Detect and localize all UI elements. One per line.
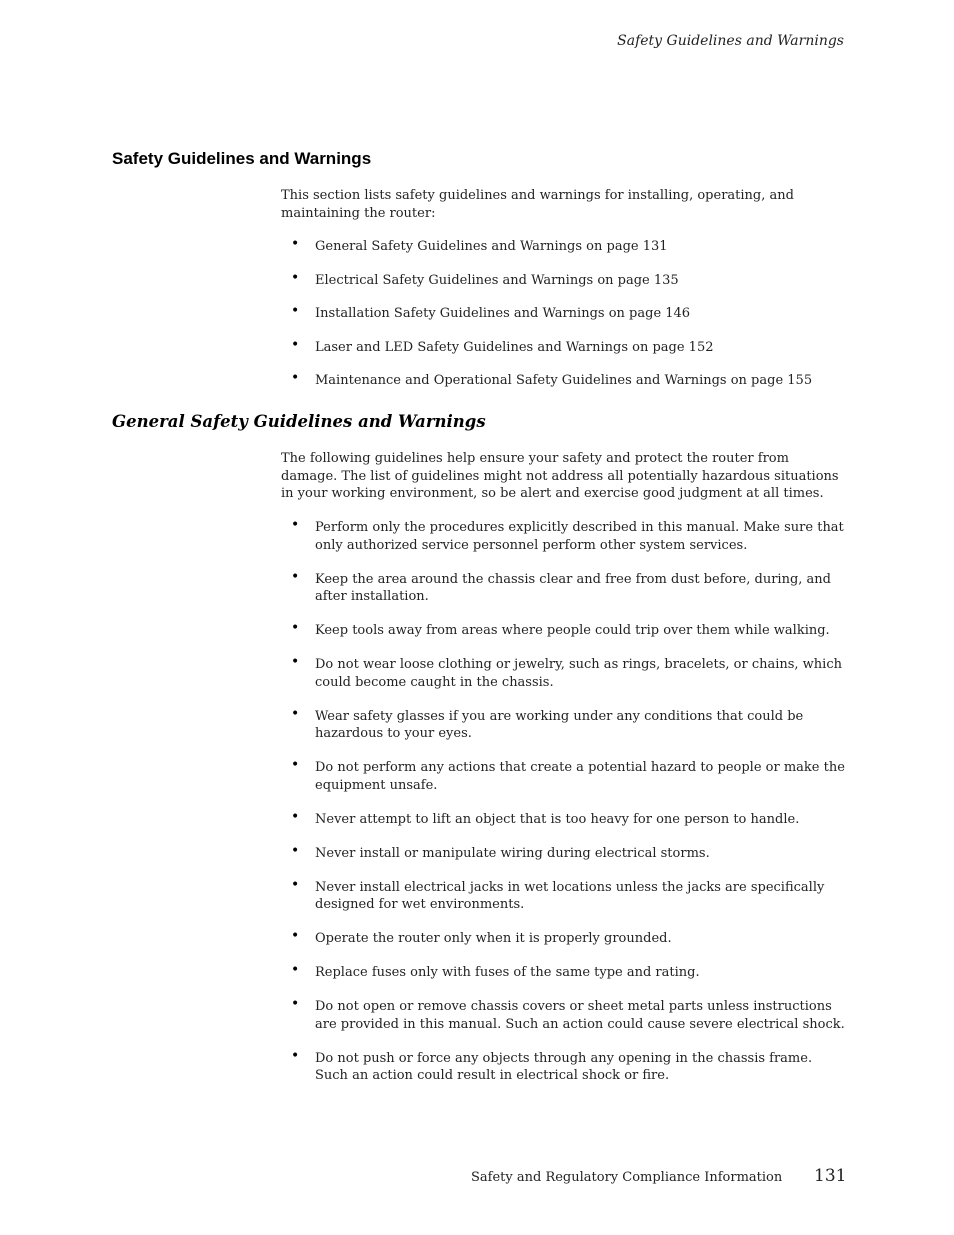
footer-title: Safety and Regulatory Compliance Information xyxy=(471,1170,783,1185)
bullet-icon: • xyxy=(291,996,300,1012)
list-item xyxy=(281,336,847,357)
bullet-icon: • xyxy=(291,962,300,978)
list-item-text: Never attempt to lift an object that is too heavy for one person to handle. xyxy=(315,811,800,827)
list-item-text: Perform only the procedures explicitly described in this manual. Make sure that only authorized service personnel perform other system services. xyxy=(315,520,844,553)
list-item xyxy=(281,622,847,640)
list-item xyxy=(281,876,847,914)
general-heading: General Safety Guidelines and Warnings xyxy=(112,412,486,431)
bullet-icon: • xyxy=(291,303,300,319)
list-item xyxy=(281,930,847,948)
list-item-text: Operate the router only when it is properly grounded. xyxy=(315,931,672,946)
bullet-icon: • xyxy=(291,1047,300,1064)
list-item xyxy=(281,1047,847,1085)
bullet-icon: • xyxy=(291,517,300,533)
bullet-icon: • xyxy=(291,842,300,859)
list-item-text: Keep tools away from areas where people could trip over them while walking. xyxy=(315,623,830,638)
bullet-icon: • xyxy=(291,336,300,353)
bullet-icon: • xyxy=(291,370,300,386)
list-item xyxy=(281,656,847,691)
list-item-text: Electrical Safety Guidelines and Warnings on page 135 xyxy=(315,272,679,288)
bullet-icon: • xyxy=(291,808,300,825)
list-item xyxy=(281,964,847,982)
bullet-icon: • xyxy=(291,620,300,636)
bullet-icon: • xyxy=(291,705,300,722)
list-item xyxy=(281,842,847,863)
list-item-text: Installation Safety Guidelines and Warnings on page 146 xyxy=(315,306,691,321)
list-item xyxy=(281,759,847,794)
list-item xyxy=(281,269,847,290)
list-item-text: Do not wear loose clothing or jewelry, such as rings, bracelets, or chains, which could become caught in the chassis. xyxy=(315,657,842,690)
intro-paragraph: This section lists safety guidelines and warnings for installing, operating, and maintaining the router: xyxy=(281,188,794,221)
list-item xyxy=(281,238,847,256)
list-item-text: Do not perform any actions that create a potential hazard to people or make the equipment unsafe. xyxy=(315,760,845,793)
bullet-icon: • xyxy=(291,928,300,944)
list-item-text: Do not push or force any objects through any opening in the chassis frame. Such an action could result in electrical shock or fire. xyxy=(315,1050,813,1083)
list-item-text: Keep the area around the chassis clear and free from dust before, during, and after installation. xyxy=(315,571,831,604)
list-item-text: Never install electrical jacks in wet locations unless the jacks are specifically designed for wet environments. xyxy=(315,879,825,912)
page-number: 131 xyxy=(814,1166,847,1186)
list-item xyxy=(281,998,847,1033)
list-item-text: Maintenance and Operational Safety Guidelines and Warnings on page 155 xyxy=(315,373,813,388)
bullet-icon: • xyxy=(291,876,300,893)
list-item-text: Replace fuses only with fuses of the same type and rating. xyxy=(315,965,700,980)
general-guidelines-list xyxy=(281,519,847,1101)
bullet-icon: • xyxy=(291,269,300,286)
list-item xyxy=(281,519,847,554)
list-item xyxy=(281,808,847,829)
general-paragraph: The following guidelines help ensure your safety and protect the router from damage. The list of guidelines might not address all potentially hazardous situations in your working environment, so be alert and exercise good judgment at all times. xyxy=(281,451,839,501)
list-item-text: Laser and LED Safety Guidelines and Warnings on page 152 xyxy=(315,339,714,355)
list-item-text: General Safety Guidelines and Warnings on page 131 xyxy=(315,239,668,254)
list-item-text: Wear safety glasses if you are working under any conditions that could be hazardous to your eyes. xyxy=(315,708,804,741)
list-item xyxy=(281,305,847,323)
list-item xyxy=(281,568,847,606)
list-item-text: Never install or manipulate wiring during electrical storms. xyxy=(315,845,710,861)
section-list xyxy=(281,238,847,406)
list-item xyxy=(281,705,847,743)
running-header: Safety Guidelines and Warnings xyxy=(617,33,844,49)
list-item-text: Do not open or remove chassis covers or sheet metal parts unless instructions are provided in this manual. Such an action could cause severe electrical shock. xyxy=(315,999,845,1032)
bullet-icon: • xyxy=(291,236,300,252)
bullet-icon: • xyxy=(291,568,300,585)
bullet-icon: • xyxy=(291,757,300,773)
section-heading: Safety Guidelines and Warnings xyxy=(112,149,372,168)
bullet-icon: • xyxy=(291,654,300,670)
list-item xyxy=(281,372,847,390)
